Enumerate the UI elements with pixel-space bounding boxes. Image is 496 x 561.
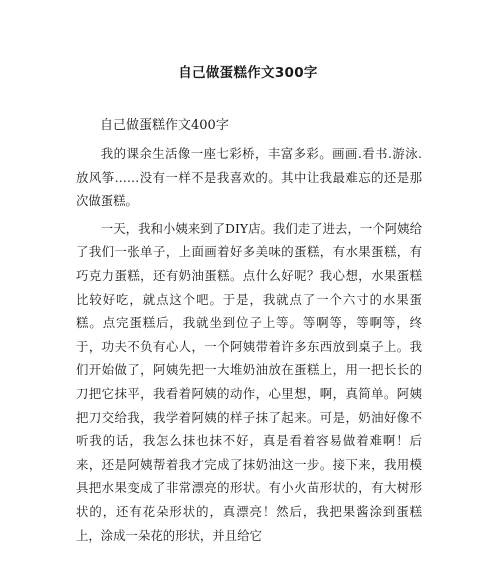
- paragraph-intro: 我的课余生活像一座七彩桥，丰富多彩。画画.看书.游泳.放风筝……没有一样不是我喜欢的。其中让我最难忘的还是那次做蛋糕。: [76, 146, 422, 209]
- document-subtitle: 自己做蛋糕作文400字: [100, 118, 229, 133]
- document-title: 自己做蛋糕作文300字: [178, 65, 318, 81]
- document-body: [76, 142, 422, 547]
- paragraph-story: 一天，我和小姨来到了DIY店。我们走了进去，一个阿姨给了我们一张单子，上面画着好多美味的蛋糕，有水果蛋糕，有巧克力蛋糕，还有奶油蛋糕。点什么好呢？我心想，水果蛋糕比较好吃，就点这个吧。于是，我就点了一个六寸的水果蛋糕。点完蛋糕后，我就坐到位子上等。等啊等，等啊等，终于，功夫不负有心人，一个阿姨带着许多东西放到桌子上。我们开始做了，阿姨先把一大堆奶油放在蛋糕上，用一把长长的刀把它抹平，我看着阿姨的动作，心里想，啊，真简单。阿姨把刀交给我，我学着阿姨的样子抹了起来。可是，奶油好像不听我的话，我怎么抹也抹不好，真是看着容易做着难啊！后来，还是阿姨帮着我才完成了抹奶油这一步。接下来，我用模具把水果变成了非常漂亮的形状。有小火苗形状的，有大树形状的，还有花朵形状的，真漂亮！然后，我把果酱涂到蛋糕上，涂成一朵花的形状，并且给它: [76, 220, 422, 543]
